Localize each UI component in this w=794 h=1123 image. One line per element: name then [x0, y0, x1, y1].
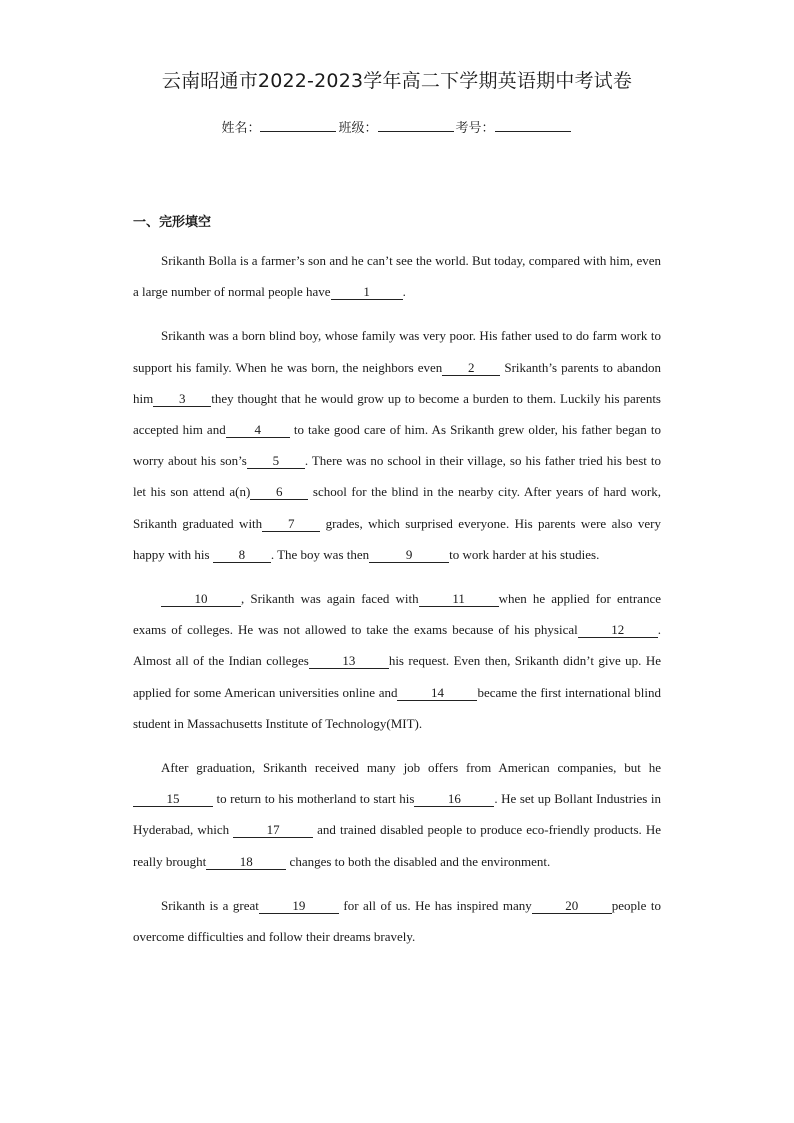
paragraph-3 [133, 583, 661, 739]
text-span: they thought that he would grow up to become a burden to them. Luckily his parents accepted him and [133, 390, 661, 438]
blank-12[interactable]: 12 [578, 623, 658, 638]
text-span: people to overcome difficulties and follow their dreams bravely. [133, 897, 661, 945]
blank-15[interactable]: 15 [133, 792, 213, 807]
text-span: Srikanth’s parents to abandon him [133, 359, 662, 406]
paragraph-1 [133, 245, 661, 307]
blank-1[interactable]: 1 [331, 285, 403, 300]
blank-3[interactable]: 3 [153, 392, 211, 407]
text-span: . He set up Bollant Industries in Hyderabad, which [133, 791, 661, 838]
text-span: to return to his motherland to start his [213, 791, 415, 807]
text-span: school for the blind in the nearby city. After years of hard work, Srikanth graduated with [133, 484, 661, 531]
text-span: changes to both the disabled and the environment. [286, 853, 551, 869]
text-span: and trained disabled people to produce eco-friendly products. He really brought [133, 822, 661, 869]
blank-4[interactable]: 4 [226, 423, 290, 438]
text-span: Srikanth was a born blind boy, whose family was very poor. His father used to do farm work to support his family. When he was born, the neighbors even [133, 328, 661, 375]
blank-11[interactable]: 11 [419, 592, 499, 607]
text-span: After graduation, Srikanth received many job offers from American companies, but he [161, 760, 661, 776]
blank-6[interactable]: 6 [250, 485, 308, 500]
student-info-line [0, 117, 794, 136]
name-blank[interactable] [260, 119, 336, 132]
text-span: , Srikanth was again faced with [241, 591, 419, 607]
class-blank[interactable] [378, 119, 454, 132]
text-span: his request. Even then, Srikanth didn’t give up. He applied for some American universities online and [133, 653, 661, 700]
paragraph-4 [133, 752, 661, 877]
paragraph-2 [133, 320, 661, 570]
blank-16[interactable]: 16 [414, 792, 494, 807]
name-label: 姓名： [221, 121, 261, 136]
paragraph-5 [133, 890, 661, 952]
text-span: . There was no school in their village, so his father tried his best to let his son attend a(n) [133, 453, 661, 500]
class-label: 班级： [338, 121, 378, 136]
id-blank[interactable] [495, 119, 571, 132]
text-span: . [402, 284, 406, 300]
text-span: for all of us. He has inspired many [338, 897, 532, 913]
text-span: to take good care of him. As Srikanth grew older, his father began to worry about his son’s [133, 422, 661, 469]
blank-2[interactable]: 2 [442, 361, 500, 376]
blank-20[interactable]: 20 [532, 899, 612, 914]
page-title: 云南昭通市2022-2023学年高二下学期英语期中考试卷 [161, 70, 633, 92]
blank-13[interactable]: 13 [309, 654, 389, 669]
id-label: 考号： [455, 121, 495, 136]
text-span: became the first international blind student in Massachusetts Institute of Technology(MIT). [133, 684, 661, 731]
text-span: grades, which surprised everyone. His parents were also very happy with his [133, 515, 661, 562]
blank-10[interactable]: 10 [161, 592, 241, 607]
blank-9[interactable]: 9 [369, 548, 449, 563]
blank-8[interactable]: 8 [213, 548, 271, 563]
blank-17[interactable]: 17 [233, 823, 313, 838]
blank-18[interactable]: 18 [206, 855, 286, 870]
blank-19[interactable]: 19 [259, 899, 339, 914]
section-heading: 一、完形填空 [133, 215, 212, 230]
text-span: . The boy was then [270, 546, 370, 562]
blank-7[interactable]: 7 [262, 517, 320, 532]
text-span: . Almost all of the Indian colleges [133, 622, 661, 669]
blank-14[interactable]: 14 [397, 686, 477, 701]
text-span: to work harder at his studies. [449, 546, 600, 562]
text-span: Srikanth Bolla is a farmer’s son and he can’t see the world. But today, compared with him, even a large number of normal people have [133, 253, 661, 300]
cloze-article [133, 245, 661, 965]
text-span: when he applied for entrance exams of colleges. He was not allowed to take the exams because of his physical [133, 591, 661, 638]
blank-5[interactable]: 5 [247, 454, 305, 469]
text-span: Srikanth is a great [161, 897, 259, 913]
